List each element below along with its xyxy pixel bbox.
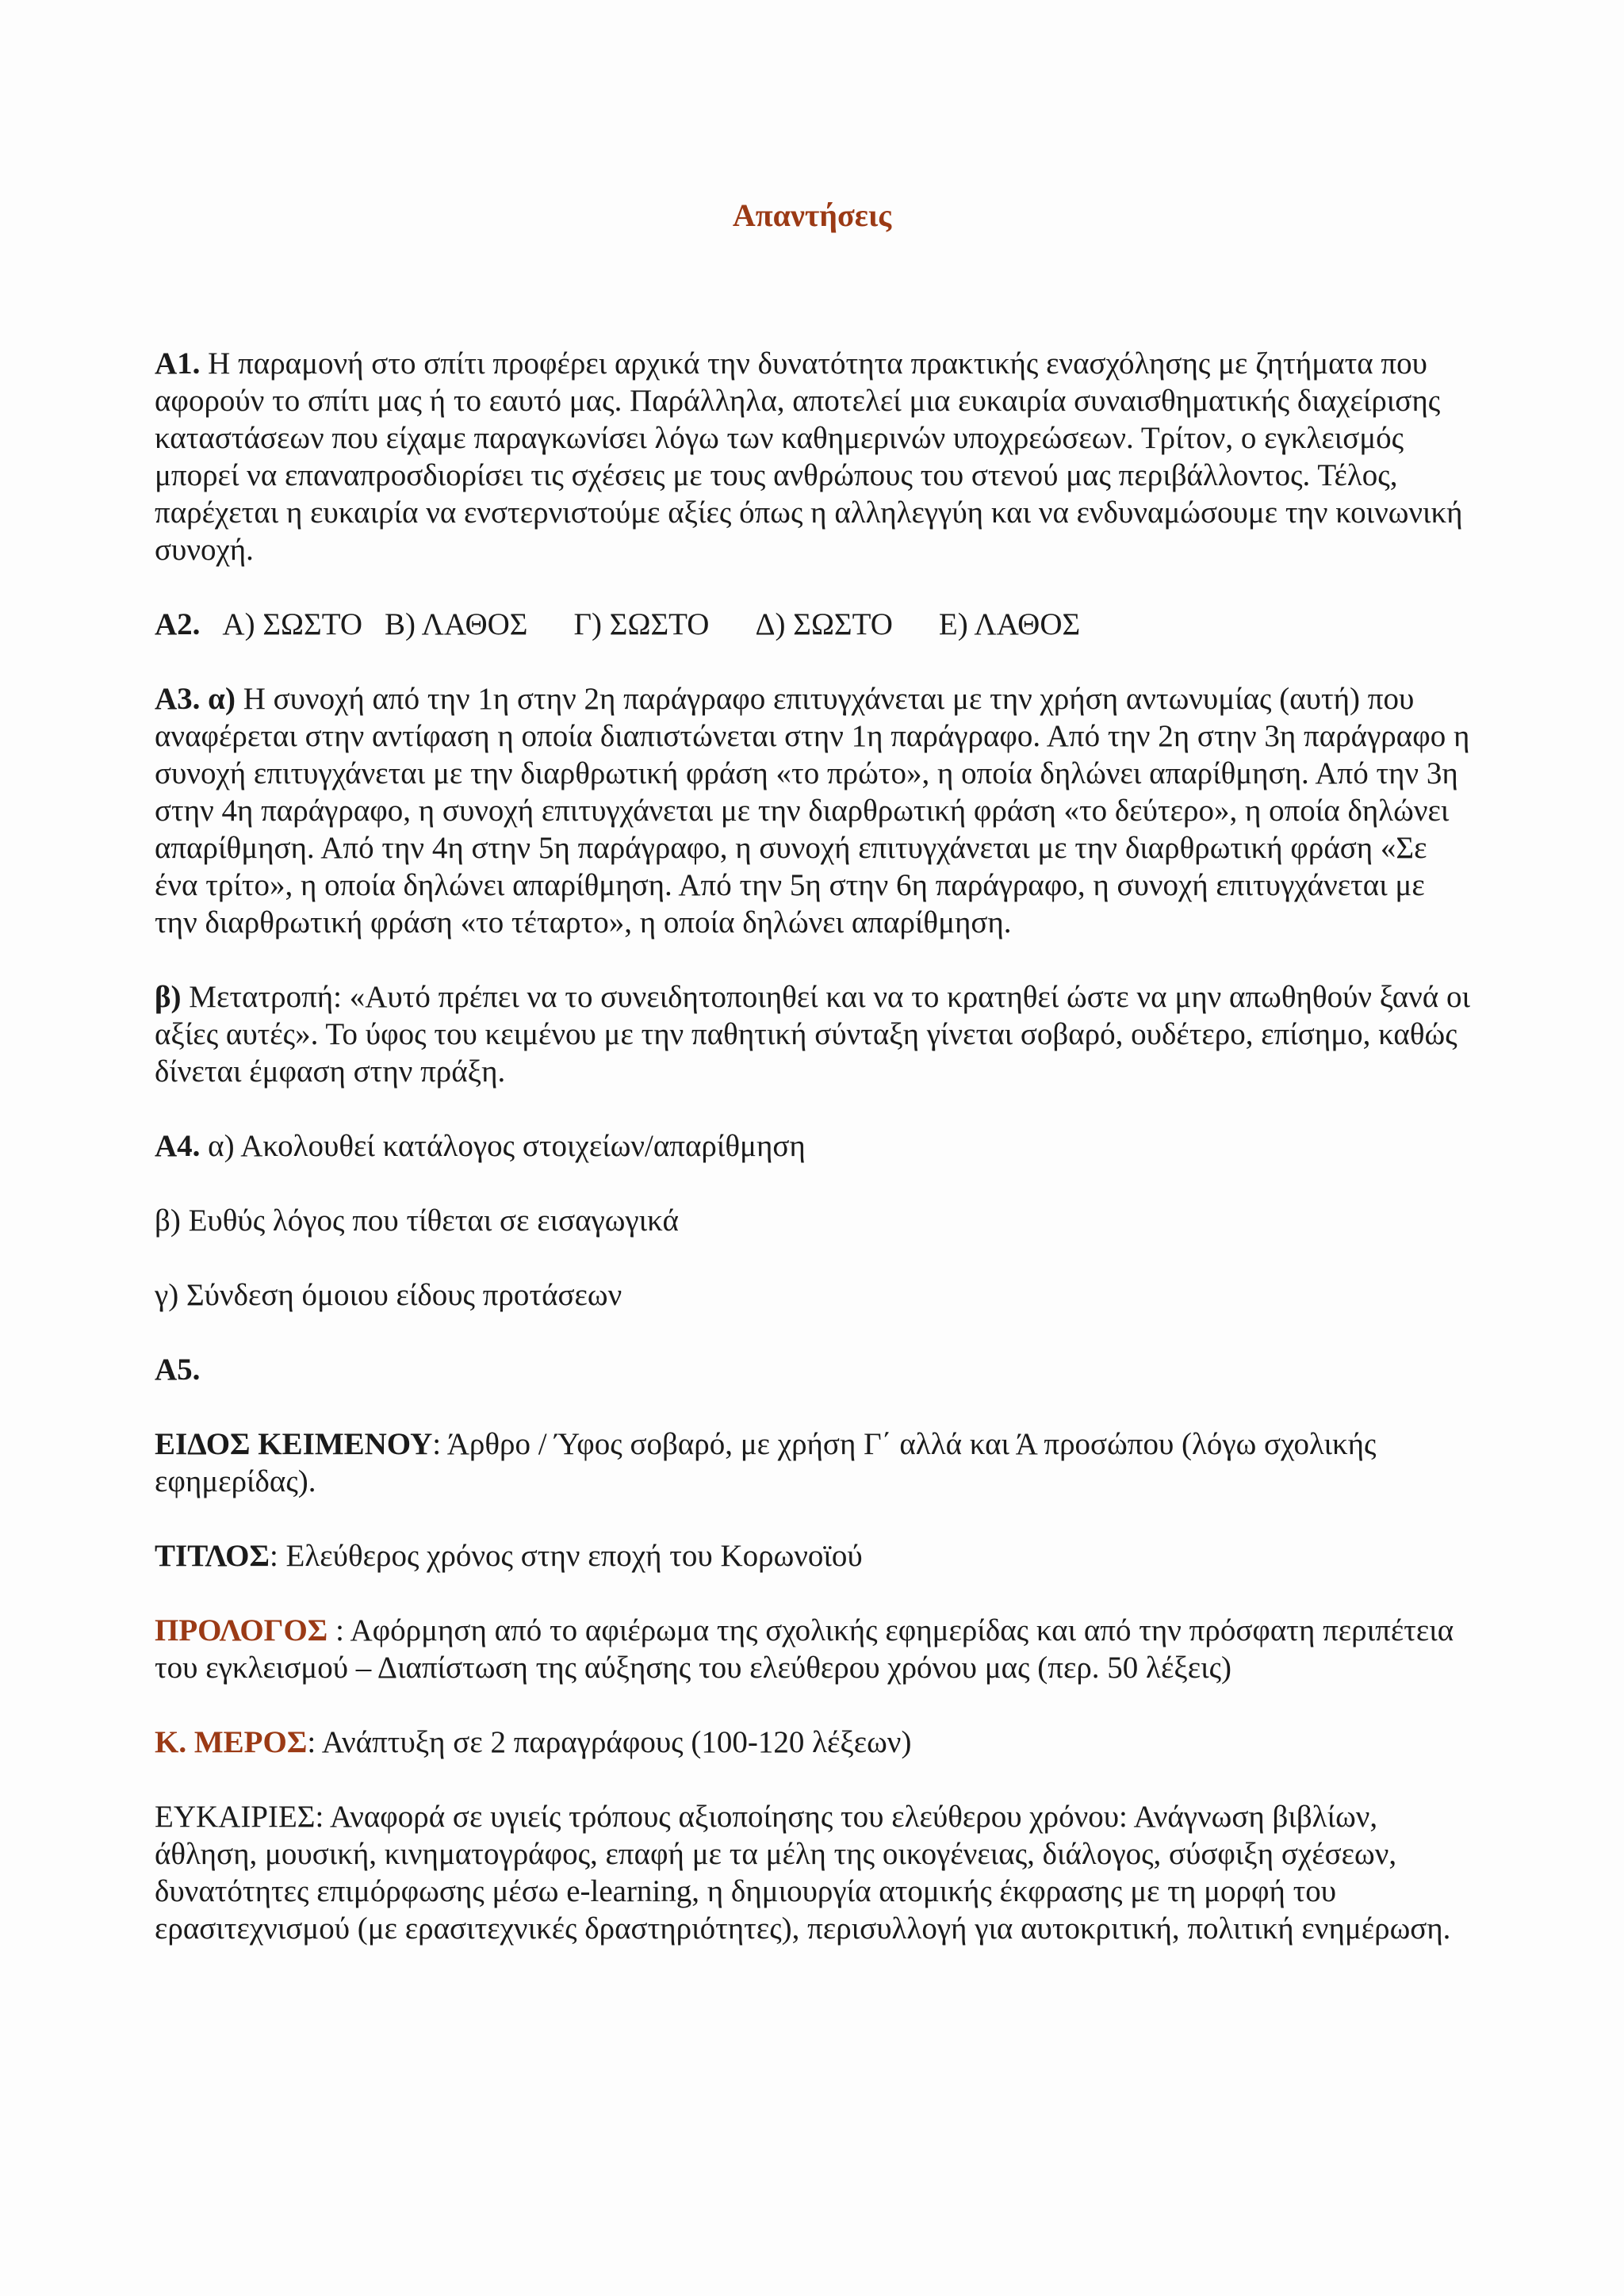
a3-label: Α3.	[155, 682, 201, 716]
answer-a4-b: β) Ευθύς λόγος που τίθεται σε εισαγωγικά	[155, 1203, 679, 1238]
a2-label: Α2.	[155, 607, 201, 641]
a5-kmeros	[155, 1724, 1475, 1761]
a5-eidos-text: : Άρθρο / Ύφος σοβαρό, με χρήση Γ΄ αλλά και Ά προσώπου (λόγω σχολικής εφημερίδας).	[155, 1427, 1377, 1498]
answer-a4-a	[155, 1127, 1475, 1165]
a5-titlos-text: : Ελεύθερος χρόνος στην εποχή του Κορωνοϊού	[269, 1539, 863, 1573]
a2-item-e: Ε) ΛΑΘΟΣ	[938, 607, 1081, 641]
a5-prologos-label: ΠΡΟΛΟΓΟΣ	[155, 1613, 328, 1647]
a5-prologos-text: : Αφόρμηση από το αφιέρωμα της σχολικής εφημερίδας και από την πρόσφατη περιπέτεια του εγκλεισμού – Διαπίστωση της αύξησης του ελεύθερου χρόνου μας (περ. 50 λέξεις)	[155, 1613, 1454, 1685]
a5-kmeros-label: Κ. ΜΕΡΟΣ	[155, 1725, 308, 1759]
answer-a3-b	[155, 978, 1475, 1090]
a2-item-b: Β) ΛΑΘΟΣ	[385, 607, 528, 641]
a4-label: Α4.	[155, 1129, 201, 1163]
a5-kmeros-text: : Ανάπτυξη σε 2 παραγράφους (100-120 λέξεων)	[307, 1725, 912, 1759]
a5-eukairies: ΕΥΚΑΙΡΙΕΣ: Αναφορά σε υγιείς τρόπους αξιοποίησης του ελεύθερου χρόνου: Ανάγνωση βιβλίων, άθληση, μουσική, κινηματογράφος, επαφή με τα μέλη της οικογένειας, διάλογος, σύσφιξη σχέσεων, δυνατότητες επιμόρφωσης μέσω e-learning, η δημιουργία ατομικής έκφρασης με τη μορφή του ερασιτεχνισμού (με ερασιτεχνικές δραστηριότητες), περισυλλογή για αυτοκριτική, πολιτική ενημέρωση.	[155, 1800, 1451, 1946]
a3-b-label: β)	[155, 980, 182, 1014]
a1-text: Η παραμονή στο σπίτι προφέρει αρχικά την δυνατότητα πρακτικής ενασχόλησης με ζητήματα που αφορούν το σπίτι μας ή το εαυτό μας. Παράλληλα, αποτελεί μια ευκαιρία συναισθηματικής διαχείρισης καταστάσεων που είχαμε παραγκωνίσει λόγω των καθημερινών υποχρεώσεων. Τρίτον, ο εγκλεισμός μπορεί να επαναπροσδιορίσει τις σχέσεις με τους ανθρώπους του στενού μας περιβάλλοντος. Τέλος, παρέχεται η ευκαιρία να ενστερνιστούμε αξίες όπως η αλληλεγγύη και να ενδυναμώσουμε την κοινωνική συνοχή.	[155, 346, 1463, 567]
a1-label: Α1.	[155, 346, 201, 381]
answer-a3-a	[155, 680, 1475, 941]
document-body	[155, 345, 1475, 1984]
a5-prologos	[155, 1612, 1475, 1686]
a2-item-c: Γ) ΣΩΣΤΟ	[573, 607, 710, 641]
a5-titlos-label: ΤΙΤΛΟΣ	[155, 1539, 270, 1573]
a3-a-label: α)	[208, 682, 236, 716]
answer-a1	[155, 345, 1475, 568]
a5-titlos	[155, 1537, 1475, 1575]
a3-a-text: Η συνοχή από την 1η στην 2η παράγραφο επιτυγχάνεται με την χρήση αντωνυμίας (αυτή) που αναφέρεται στην αντίφαση η οποία διαπιστώνεται στην 1η παράγραφο. Από την 2η στην 3η παράγραφο η συνοχή επιτυγχάνεται με την διαρθρωτική φράση «το πρώτο», η οποία δηλώνει απαρίθμηση. Από την 3η στην 4η παράγραφο, η συνοχή επιτυγχάνεται με την διαρθρωτική φράση «το δεύτερο», η οποία δηλώνει απαρίθμηση. Από την 4η στην 5η παράγραφο, η συνοχή επιτυγχάνεται με την διαρθρωτική φράση «Σε ένα τρίτο», η οποία δηλώνει απαρίθμηση. Από την 5η στην 6η παράγραφο, η συνοχή επιτυγχάνεται με την διαρθρωτική φράση «το τέταρτο», η οποία δηλώνει απαρίθμηση.	[155, 682, 1470, 939]
a2-item-a: Α) ΣΩΣΤΟ	[222, 607, 362, 641]
a5-eidos-label: ΕΙΔΟΣ ΚΕΙΜΕΝΟΥ	[155, 1427, 433, 1461]
a4-a-text: α) Ακολουθεί κατάλογος στοιχείων/απαρίθμηση	[200, 1129, 806, 1163]
a2-item-d: Δ) ΣΩΣΤΟ	[755, 607, 893, 641]
a5-label: Α5.	[155, 1353, 201, 1387]
a3-b-text: Μετατροπή: «Αυτό πρέπει να το συνειδητοποιηθεί και να το κρατηθεί ώστε να μην απωθηθούν ξανά οι αξίες αυτές». Το ύφος του κειμένου με την παθητική σύνταξη γίνεται σοβαρό, ουδέτερο, επίσημο, καθώς δίνεται έμφαση στην πράξη.	[155, 980, 1470, 1089]
page-title: Απαντήσεις	[732, 197, 892, 233]
a5-eidos	[155, 1425, 1475, 1500]
answer-a2	[155, 606, 1475, 643]
answer-a4-c: γ) Σύνδεση όμοιου είδους προτάσεων	[155, 1278, 622, 1312]
